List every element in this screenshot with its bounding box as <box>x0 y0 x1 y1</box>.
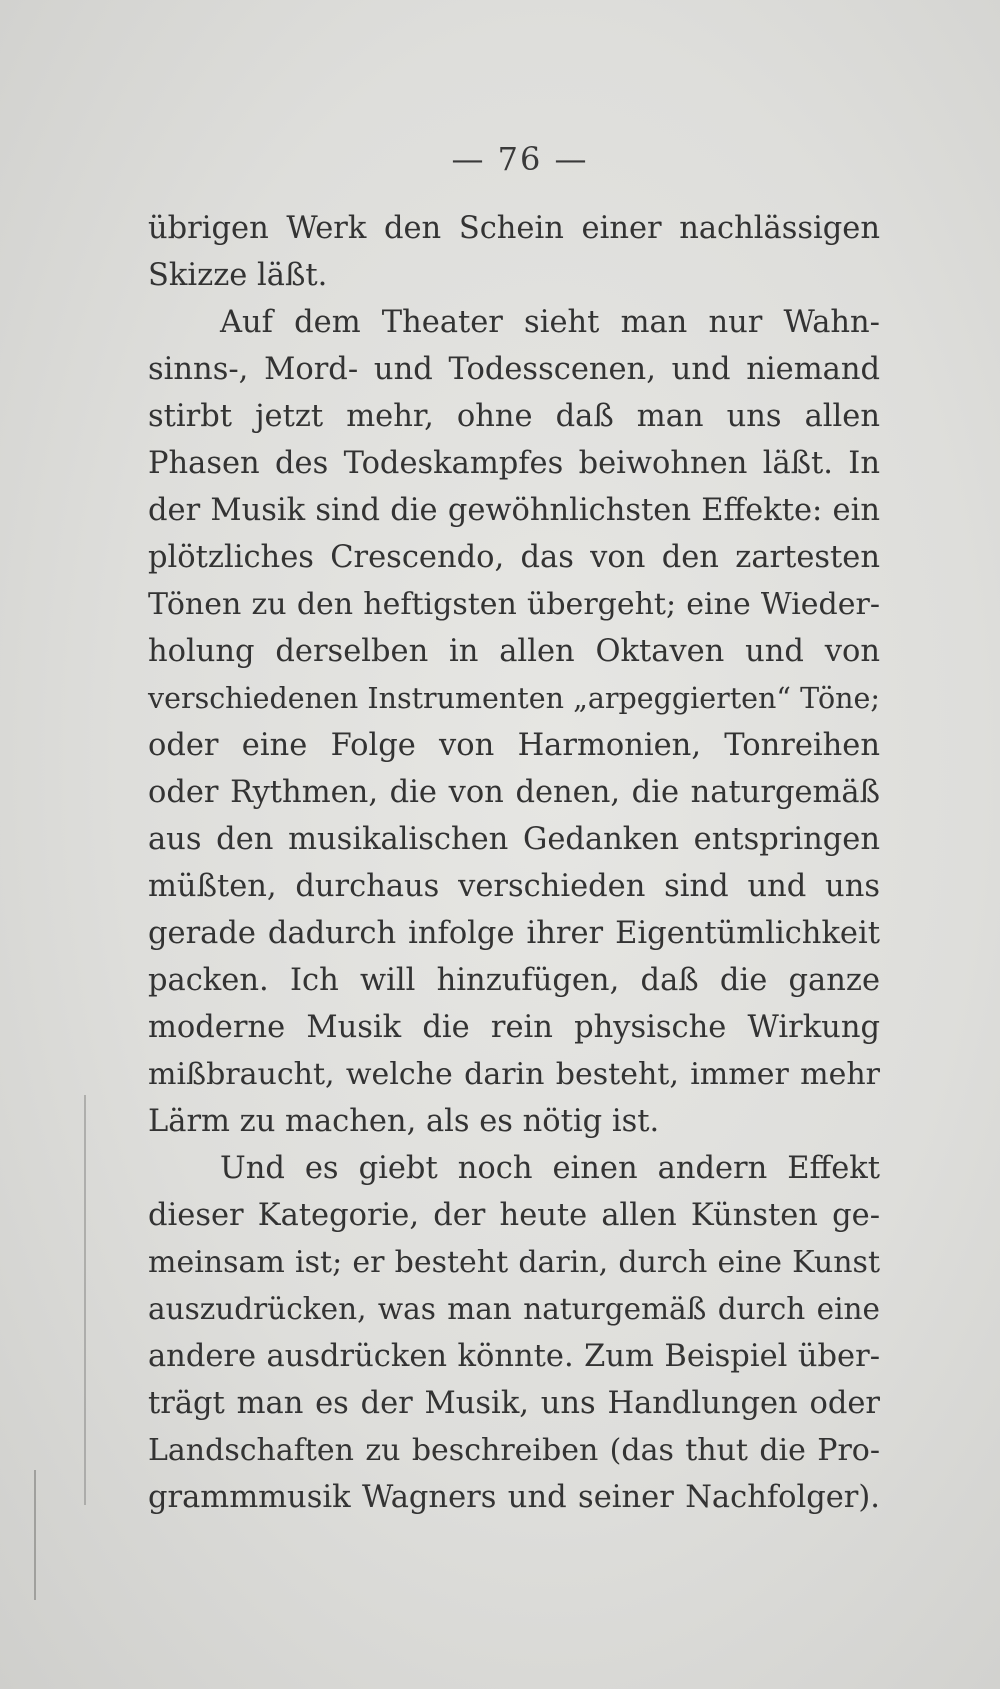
text-line: Phasen des Todeskampfes beiwohnen läßt. In <box>148 446 880 481</box>
text-line: verschiedenen Instrumenten „arpeggierten“ Töne; <box>148 682 880 715</box>
text-line: Landschaften zu beschreiben (das thut die Pro- <box>148 1433 880 1468</box>
text-line: müßten, durchaus verschieden sind und uns <box>148 869 880 904</box>
text-line: grammmusik Wagners und seiner Nachfolger). <box>148 1480 880 1515</box>
text-line: dieser Kategorie, der heute allen Künsten ge- <box>148 1198 880 1233</box>
text-line: Lärm zu machen, als es nötig ist. <box>148 1104 660 1139</box>
text-line: moderne Musik die rein physische Wirkung <box>148 1010 880 1045</box>
text-line: mißbraucht, welche darin besteht, immer mehr <box>148 1057 880 1092</box>
text-line: gerade dadurch infolge ihrer Eigentümlichkeit <box>148 916 880 951</box>
text-line: Und es giebt noch einen andern Effekt <box>220 1151 880 1186</box>
text-line: andere ausdrücken könnte. Zum Beispiel über- <box>148 1339 880 1374</box>
text-line: aus den musikalischen Gedanken entspringen <box>148 822 880 857</box>
pencil-margin-mark <box>84 1095 86 1505</box>
text-line: plötzliches Crescendo, das von den zartesten <box>148 540 880 575</box>
text-line: der Musik sind die gewöhnlichsten Effekte: ein <box>148 493 880 528</box>
text-line: oder eine Folge von Harmonien, Tonreihen <box>148 728 880 763</box>
text-line: trägt man es der Musik, uns Handlungen oder <box>148 1386 880 1421</box>
text-line: packen. Ich will hinzufügen, daß die ganze <box>148 963 880 998</box>
text-line: stirbt jetzt mehr, ohne daß man uns allen <box>148 399 880 434</box>
text-line: auszudrücken, was man naturgemäß durch eine <box>148 1292 880 1326</box>
text-line: Tönen zu den heftigsten übergeht; eine Wieder- <box>148 587 880 622</box>
text-line: Auf dem Theater sieht man nur Wahn- <box>220 305 880 340</box>
text-line: Skizze läßt. <box>148 258 328 293</box>
text-line: sinns-, Mord- und Todesscenen, und niemand <box>148 352 880 387</box>
text-line: meinsam ist; er besteht darin, durch eine Kunst <box>148 1245 880 1280</box>
body-text <box>148 205 880 1521</box>
pencil-margin-mark <box>34 1470 36 1600</box>
text-line: oder Rythmen, die von denen, die naturgemäß <box>148 775 880 810</box>
page-number: — 76 — <box>451 140 589 178</box>
text-line: übrigen Werk den Schein einer nachlässigen <box>148 211 880 246</box>
text-line: holung derselben in allen Oktaven und von <box>148 634 880 669</box>
